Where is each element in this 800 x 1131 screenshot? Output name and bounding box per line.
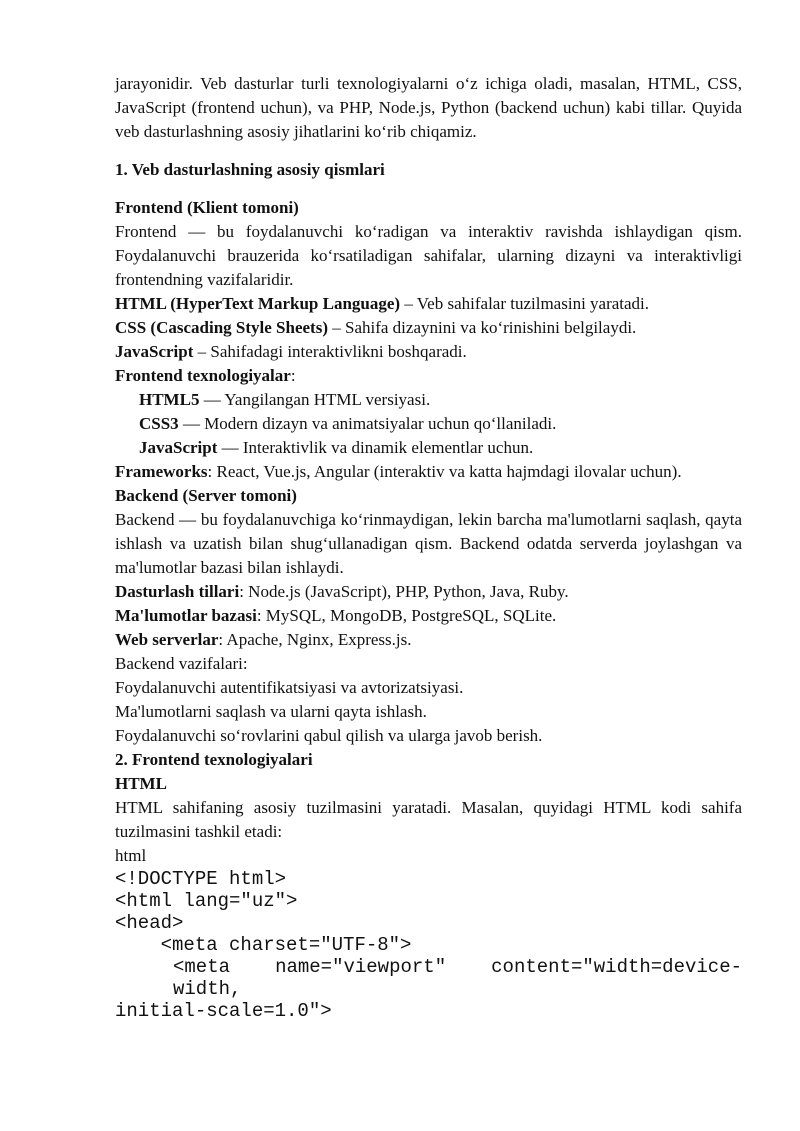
frontend-item-js [115, 340, 742, 364]
backend-item-languages [115, 580, 742, 604]
backend-item-databases [115, 604, 742, 628]
code-line: <!DOCTYPE html> [115, 868, 287, 890]
definition: — Yangilangan HTML versiyasi. [199, 390, 431, 409]
term: JavaScript [115, 342, 194, 361]
term: Ma'lumotlar bazasi [115, 606, 257, 625]
tech-item-css3 [115, 412, 742, 436]
tech-item-html5 [115, 388, 742, 412]
definition: : Apache, Nginx, Express.js. [218, 630, 412, 649]
backend-task-item: Foydalanuvchi autentifikatsiyasi va avtorizatsiyasi. [115, 678, 464, 697]
code-language-label: html [115, 846, 147, 865]
backend-description: Backend — bu foydalanuvchiga ko‘rinmaydigan, lekin barcha ma'lumotlarni saqlash, qayta ishlash va uzatish bilan shug‘ullanadigan qism. Backend odatda serverda joylashgan va ma'lumotlar bazasi bilan ishlaydi. [115, 510, 742, 577]
code-line: <meta name="viewport" content="width=device-width, [173, 956, 742, 1000]
frontend-heading: Frontend (Klient tomoni) [115, 198, 299, 217]
definition: — Interaktivlik va dinamik elementlar uchun. [217, 438, 534, 457]
backend-heading: Backend (Server tomoni) [115, 486, 297, 505]
frameworks-paragraph [115, 460, 742, 484]
document-page [115, 72, 742, 1022]
frontend-item-html [115, 292, 742, 316]
frontend-description: Frontend — bu foydalanuvchi ko‘radigan va interaktiv ravishda ishlaydigan qism. Foydalanuvchi brauzerida ko‘rsatiladigan sahifalar, ularning dizayni va interaktivligi frontendning vazifalaridir. [115, 222, 742, 289]
section1-heading: 1. Veb dasturlashning asosiy qismlari [115, 160, 385, 179]
backend-tasks-heading: Backend vazifalari: [115, 654, 248, 673]
code-line: <meta charset="UTF-8"> [115, 934, 412, 956]
definition: — Modern dizayn va animatsiyalar uchun qo‘llaniladi. [178, 414, 557, 433]
intro-paragraph: jarayonidir. Veb dasturlar turli texnologiyalarni o‘z ichiga oladi, masalan, HTML, CSS, JavaScript (frontend uchun), va PHP, Node.js, Python (backend uchun) kabi tillar. Quyida veb dasturlashning asosiy jihatlarini ko‘rib chiqamiz. [115, 74, 742, 141]
term: Frameworks [115, 462, 208, 481]
backend-item-webservers [115, 628, 742, 652]
term: Frontend texnologiyalar [115, 366, 291, 385]
html-subheading: HTML [115, 774, 167, 793]
backend-task-item: Ma'lumotlarni saqlash va ularni qayta ishlash. [115, 702, 427, 721]
definition: – Sahifadagi interaktivlikni boshqaradi. [193, 342, 467, 361]
code-block [115, 868, 742, 1022]
definition: – Sahifa dizaynini va ko‘rinishini belgilaydi. [328, 318, 637, 337]
term: CSS3 [139, 414, 179, 433]
code-line: <html lang="uz"> [115, 890, 298, 912]
backend-task-item: Foydalanuvchi so‘rovlarini qabul qilish va ularga javob berish. [115, 726, 543, 745]
definition: – Veb sahifalar tuzilmasini yaratadi. [400, 294, 650, 313]
term: HTML5 [139, 390, 200, 409]
code-line: <head> [115, 912, 184, 934]
term: HTML (HyperText Markup Language) [115, 294, 401, 313]
definition: : Node.js (JavaScript), PHP, Python, Java, Ruby. [239, 582, 569, 601]
colon: : [290, 366, 296, 385]
definition: : MySQL, MongoDB, PostgreSQL, SQLite. [256, 606, 557, 625]
term: CSS (Cascading Style Sheets) [115, 318, 328, 337]
term: Dasturlash tillari [115, 582, 240, 601]
term: JavaScript [139, 438, 218, 457]
code-line-wrapped [115, 956, 742, 1022]
definition: : React, Vue.js, Angular (interaktiv va katta hajmdagi ilovalar uchun). [207, 462, 682, 481]
tech-item-javascript [115, 436, 742, 460]
frontend-item-css [115, 316, 742, 340]
section2-heading: 2. Frontend texnologiyalari [115, 750, 313, 769]
term: Web serverlar [115, 630, 219, 649]
html-description: HTML sahifaning asosiy tuzilmasini yaratadi. Masalan, quyidagi HTML kodi sahifa tuzilmasini tashkil etadi: [115, 798, 742, 841]
code-line-continuation: initial-scale=1.0"> [115, 1000, 332, 1022]
frontend-tech-heading [115, 364, 742, 388]
